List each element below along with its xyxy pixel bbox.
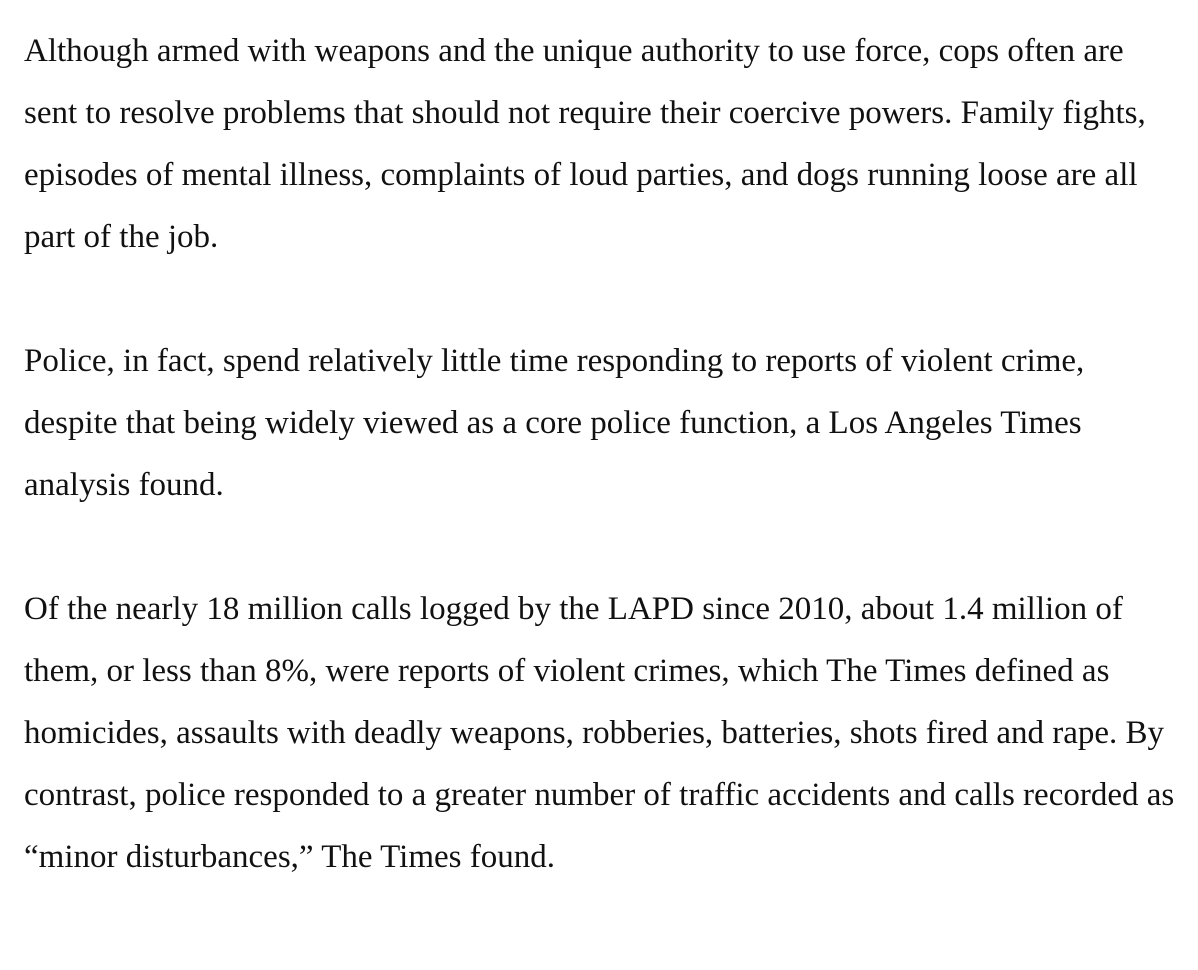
paragraph-1: Although armed with weapons and the unique authority to use force, cops often are sent to resolve problems that should not require their coercive powers. Family fights, episodes of mental illness, complaints of loud parties, and dogs running loose are all part of the job. [24,33,1146,255]
paragraph-2: Police, in fact, spend relatively little time responding to reports of violent crime, despite that being widely viewed as a core police function, a Los Angeles Times analysis found. [24,343,1085,503]
article-body [24,20,1184,888]
paragraph-3: Of the nearly 18 million calls logged by the LAPD since 2010, about 1.4 million of them, or less than 8%, were reports of violent crimes, which The Times defined as homicides, assaults with deadly weapons, robberies, batteries, shots fired and rape. By contrast, police responded to a greater number of traffic accidents and calls recorded as “minor disturbances,” The Times found. [24,591,1175,875]
